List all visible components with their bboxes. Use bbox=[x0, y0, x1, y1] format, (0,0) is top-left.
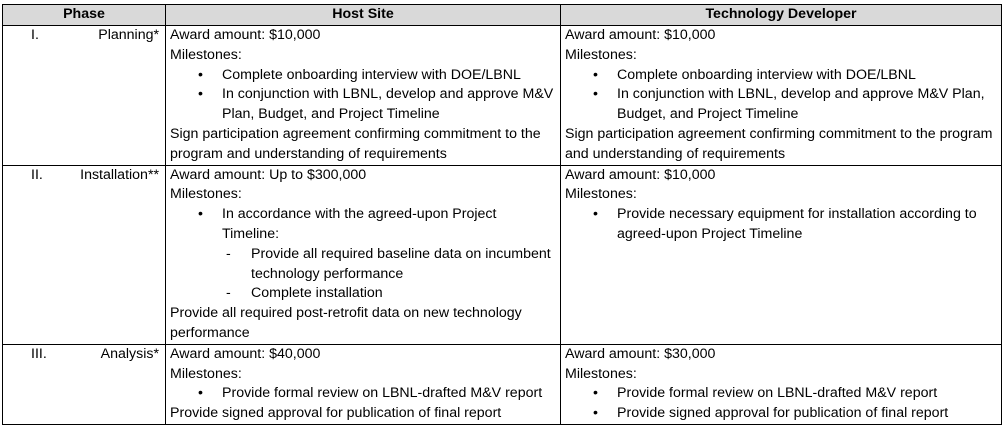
requirement-text: Provide all required post-retrofit data on new technology performance bbox=[170, 305, 522, 341]
award-amount: Award amount: $40,000 bbox=[170, 345, 321, 362]
requirement-text: Sign participation agreement confirming commitment to the program and understanding of requirements bbox=[170, 125, 541, 162]
header-phase: Phase bbox=[3, 5, 166, 26]
sub-milestone-list bbox=[222, 245, 556, 304]
requirement-text: Provide signed approval for publication of final report bbox=[170, 405, 502, 422]
header-row bbox=[3, 5, 1002, 26]
milestone-item: • Complete onboarding interview with DOE/LBNL bbox=[565, 66, 997, 86]
award-amount: Award amount: $30,000 bbox=[565, 345, 716, 362]
milestone-list bbox=[170, 66, 556, 125]
phase-award-table bbox=[2, 4, 1002, 425]
sub-milestone-item: - Complete installation bbox=[222, 284, 556, 304]
milestone-list bbox=[170, 384, 556, 404]
milestones-label: Milestones: bbox=[565, 46, 637, 63]
milestone-item: • Provide formal review on LBNL-drafted M&V report bbox=[565, 384, 997, 404]
host-cell bbox=[166, 344, 561, 424]
host-cell bbox=[166, 165, 561, 344]
phase-name: Analysis* bbox=[100, 345, 159, 362]
milestone-item: • Provide formal review on LBNL-drafted M&V report bbox=[170, 384, 556, 404]
milestone-item: • In conjunction with LBNL, develop and approve M&V Plan, Budget, and Project Timeline bbox=[565, 85, 997, 125]
milestone-item-text: In accordance with the agreed-upon Project Timeline: bbox=[222, 206, 497, 242]
milestones-label: Milestones: bbox=[565, 186, 637, 203]
table-row bbox=[3, 344, 1002, 424]
milestone-item: • Provide signed approval for publication of final report bbox=[565, 404, 997, 424]
milestones-label: Milestones: bbox=[170, 46, 242, 63]
milestone-list bbox=[565, 66, 997, 125]
requirement-text: Sign participation agreement confirming commitment to the program and understanding of requirements bbox=[565, 125, 993, 162]
phase-cell bbox=[3, 165, 166, 344]
header-technology-developer: Technology Developer bbox=[561, 5, 1002, 26]
phase-name: Planning* bbox=[98, 27, 159, 43]
phase-name: Installation** bbox=[80, 166, 159, 183]
phase-cell bbox=[3, 26, 166, 166]
phase-cell bbox=[3, 344, 166, 424]
milestone-list bbox=[170, 205, 556, 304]
developer-cell bbox=[561, 344, 1002, 424]
award-amount: Award amount: $10,000 bbox=[565, 27, 716, 43]
phase-numeral: III. bbox=[31, 345, 47, 362]
milestones-label: Milestones: bbox=[565, 365, 637, 382]
phase-numeral: II. bbox=[31, 166, 43, 183]
phase-numeral: I. bbox=[31, 27, 39, 43]
milestones-label: Milestones: bbox=[170, 365, 242, 382]
milestone-list bbox=[565, 384, 997, 424]
table-row bbox=[3, 165, 1002, 344]
award-amount: Award amount: Up to $300,000 bbox=[170, 166, 367, 183]
sub-milestone-item: - Provide all required baseline data on incumbent technology performance bbox=[222, 245, 556, 285]
milestone-item: • In conjunction with LBNL, develop and approve M&V Plan, Budget, and Project Timeline bbox=[170, 85, 556, 125]
milestone-item bbox=[170, 205, 556, 304]
award-amount: Award amount: $10,000 bbox=[170, 27, 321, 43]
award-amount: Award amount: $10,000 bbox=[565, 166, 716, 183]
milestone-list bbox=[565, 205, 997, 245]
developer-cell bbox=[561, 26, 1002, 166]
milestone-item: • Provide necessary equipment for installation according to agreed-upon Project Timeline bbox=[565, 205, 997, 245]
milestone-item: • Complete onboarding interview with DOE/LBNL bbox=[170, 66, 556, 86]
header-host-site: Host Site bbox=[166, 5, 561, 26]
developer-cell bbox=[561, 165, 1002, 344]
host-cell bbox=[166, 26, 561, 166]
table-row bbox=[3, 26, 1002, 166]
milestones-label: Milestones: bbox=[170, 186, 242, 203]
